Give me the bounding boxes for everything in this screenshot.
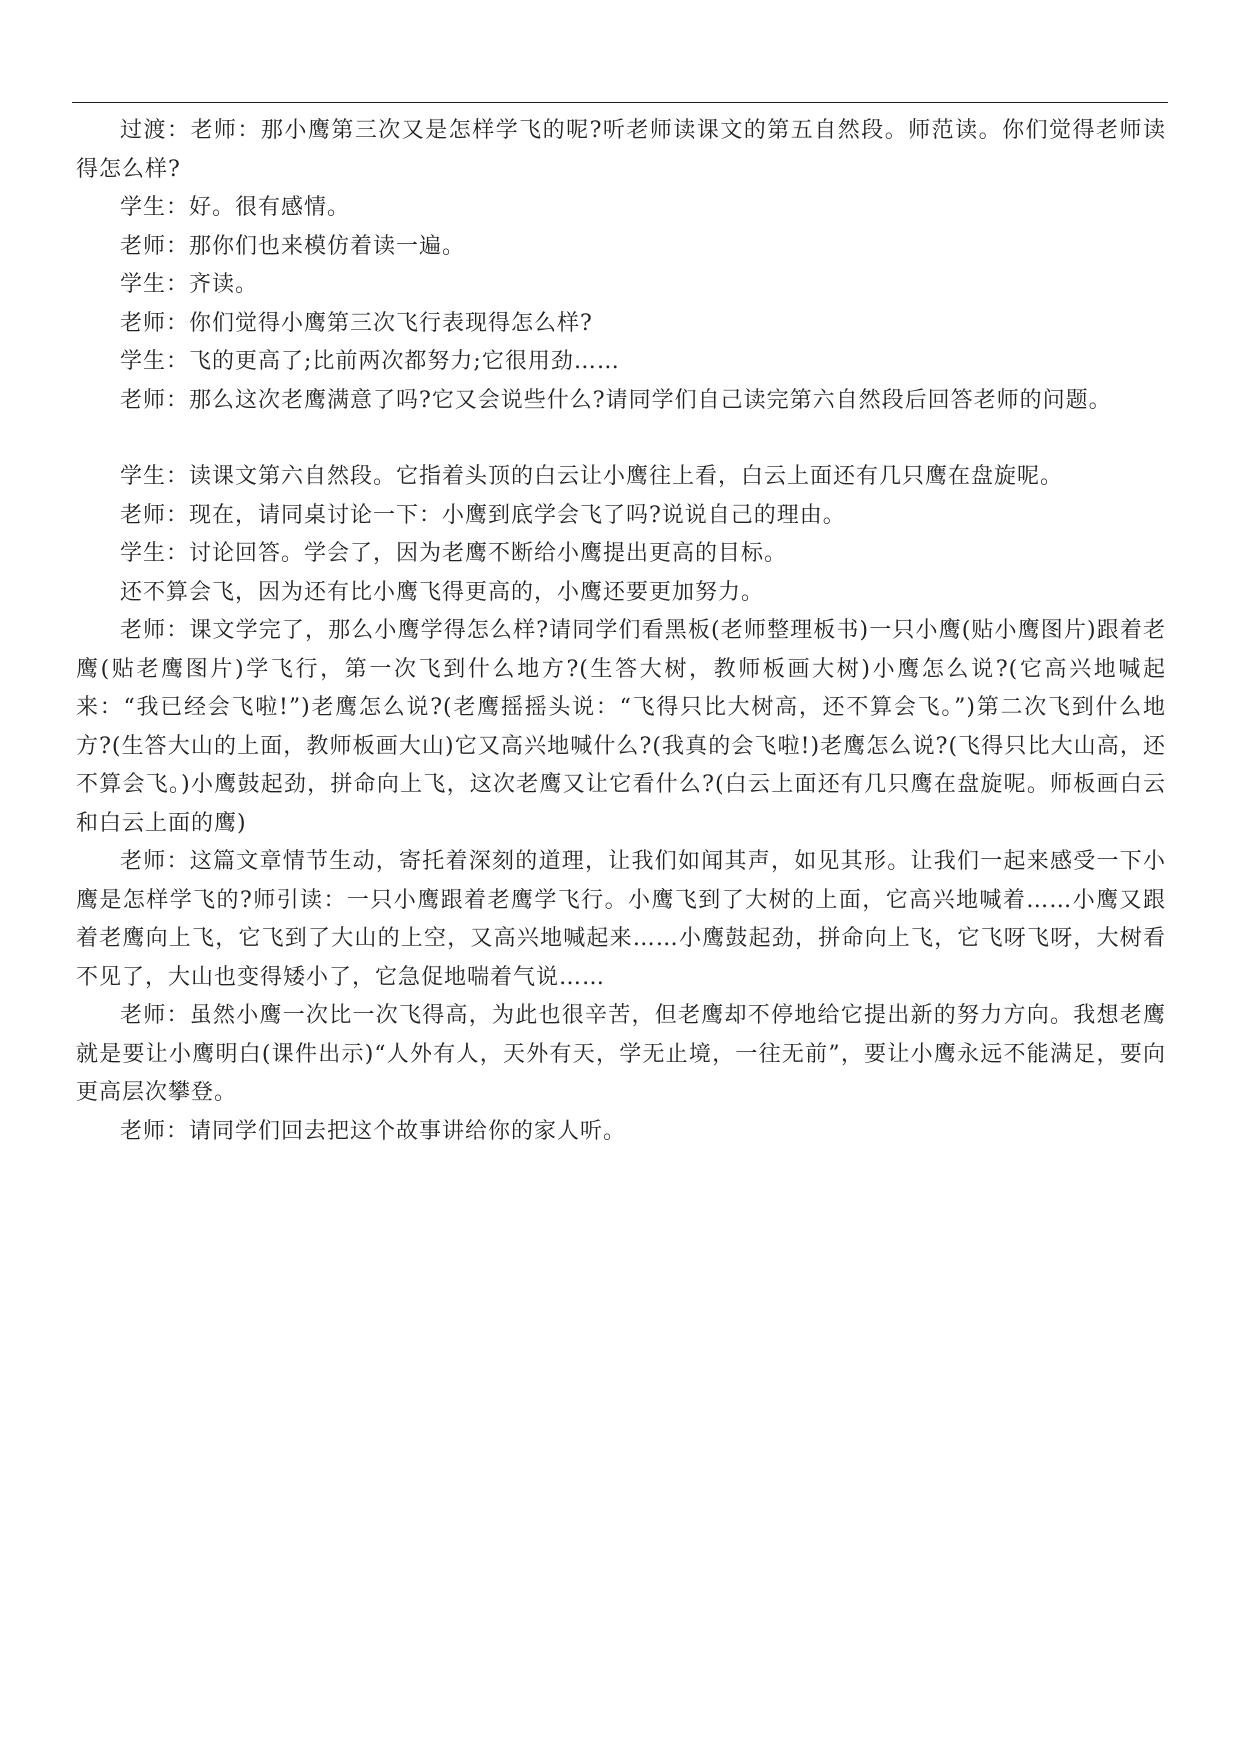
- document-body: [76, 112, 1166, 1151]
- paragraph-teacher-guided-reading: 老师：这篇文章情节生动，寄托着深刻的道理，让我们如闻其声，如见其形。让我们一起来感受一下小鹰是怎样学飞的?师引读：一只小鹰跟着老鹰学飞行。小鹰飞到了大树的上面，它高兴地喊着……小鹰又跟着老鹰向上飞，它飞到了大山的上空，又高兴地喊起来……小鹰鼓起劲，拼命向上飞，它飞呀飞呀，大树看不见了，大山也变得矮小了，它急促地喘着气说……: [76, 849, 1166, 990]
- paragraph-transition: 过渡：老师：那小鹰第三次又是怎样学飞的呢?听老师读课文的第五自然段。师范读。你们觉得老师读得怎么样?: [76, 118, 1166, 182]
- paragraph-gap: [76, 420, 1166, 458]
- paragraph-teacher-summary: 老师：课文学完了，那么小鹰学得怎么样?请同学们看黑板(老师整理板书)一只小鹰(贴小鹰图片)跟着老鹰(贴老鹰图片)学飞行，第一次飞到什么地方?(生答大树，教师板画大树)小鹰怎么说?(它高兴地喊起来：“我已经会飞啦!”)老鹰怎么说?(老鹰摇摇头说：“飞得只比大树高，还不算会飞。”)第二次飞到什么地方?(生答大山的上面，教师板画大山)它又高兴地喊什么?(我真的会飞啦!)老鹰怎么说?(飞得只比大山高，还不算会飞。)小鹰鼓起劲，拼命向上飞，这次老鹰又让它看什么?(白云上面还有几只鹰在盘旋呢。师板画白云和白云上面的鹰): [76, 618, 1166, 836]
- paragraph-student-read: 学生：齐读。: [120, 272, 259, 297]
- header-rule: [72, 102, 1168, 103]
- paragraph-student-answer: 学生：飞的更高了;比前两次都努力;它很用劲……: [120, 349, 620, 374]
- paragraph-teacher-homework: 老师：请同学们回去把这个故事讲给你的家人听。: [120, 1118, 627, 1144]
- paragraph-teacher-discuss: 老师：现在，请同桌讨论一下：小鹰到底学会飞了吗?说说自己的理由。: [120, 502, 846, 528]
- paragraph-student-discuss: 学生：讨论回答。学会了，因为老鹰不断给小鹰提出更高的目标。: [120, 541, 788, 566]
- paragraph-teacher-sixth: 老师：那么这次老鹰满意了吗?它又会说些什么?请同学们自己读完第六自然段后回答老师的问题。: [120, 387, 1112, 413]
- paragraph-teacher-imitate: 老师：那你们也来模仿着读一遍。: [120, 233, 466, 259]
- paragraph-student-reply: 学生：好。很有感情。: [120, 195, 351, 220]
- paragraph-not-yet: 还不算会飞，因为还有比小鹰飞得更高的，小鹰还要更加努力。: [120, 579, 765, 605]
- paragraph-teacher-question: 老师：你们觉得小鹰第三次飞行表现得怎么样?: [120, 310, 593, 336]
- paragraph-teacher-moral: 老师：虽然小鹰一次比一次飞得高，为此也很辛苦，但老鹰却不停地给它提出新的努力方向。我想老鹰就是要让小鹰明白(课件出示)“人外有人，天外有天，学无止境，一往无前”，要让小鹰永远不能满足，要向更高层次攀登。: [76, 1003, 1166, 1105]
- paragraph-student-sixth: 学生：读课文第六自然段。它指着头顶的白云让小鹰往上看，白云上面还有几只鹰在盘旋呢。: [120, 464, 1064, 489]
